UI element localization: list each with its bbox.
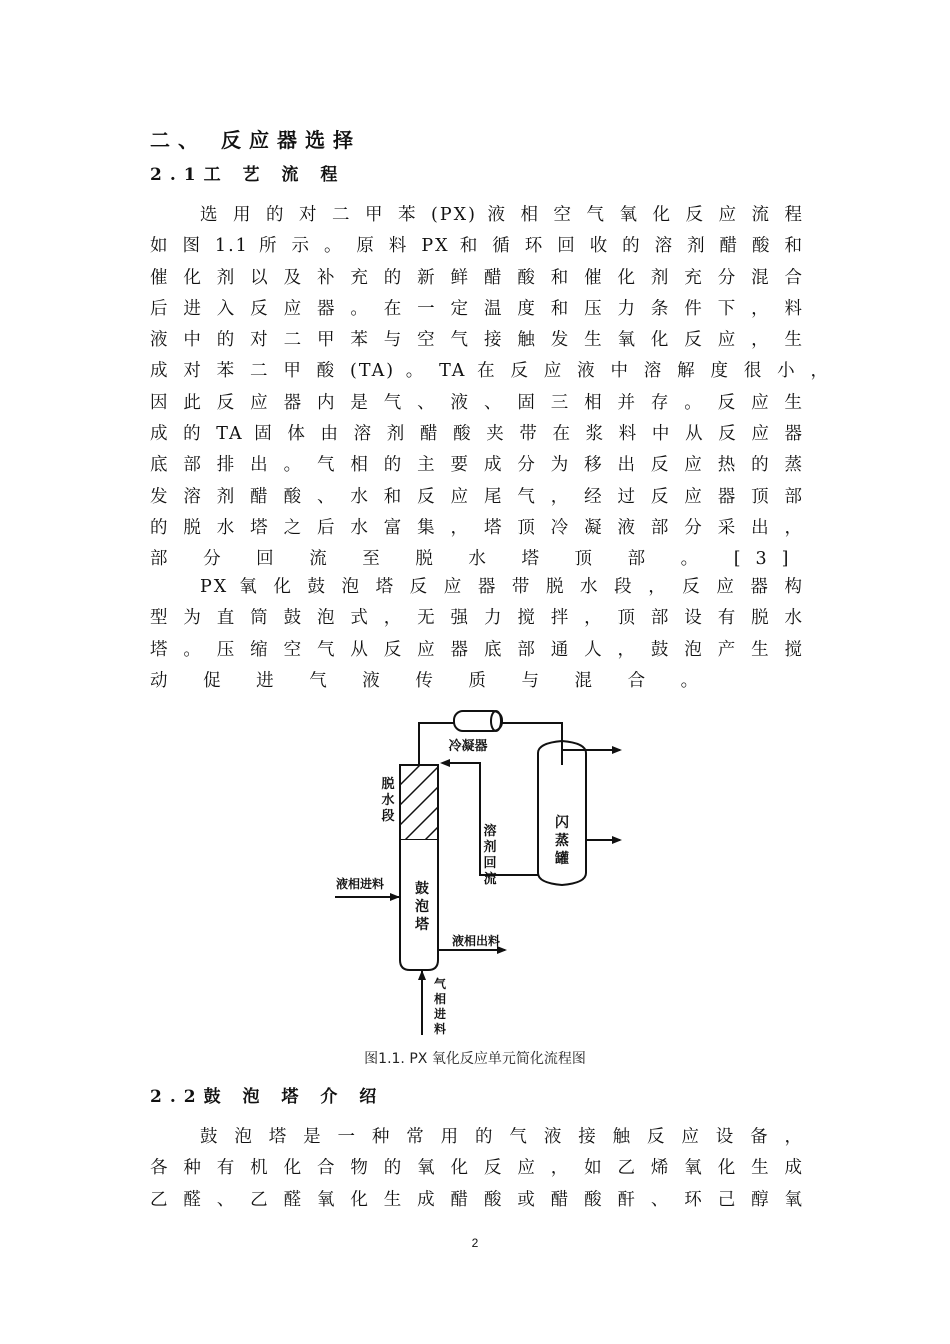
label-gas-feed-2: 相 (434, 992, 447, 1006)
section-title: 二、 反应器选择 (150, 128, 361, 152)
condenser-vessel (454, 711, 502, 731)
label-dehydration-1: 脱 (381, 777, 395, 792)
text-line: 动 促 进 气 液 传 质 与 混 合 。 (150, 670, 714, 691)
figure-caption: 图1.1. PX 氧化反应单元简化流程图 (364, 1051, 586, 1067)
arrow-icon (612, 836, 622, 844)
text-line: 部 分 回 流 至 脱 水 塔 顶 部 。 [3] (150, 549, 804, 570)
label-dehydration-2: 水 (381, 793, 395, 808)
label-reflux-1: 溶 (483, 824, 497, 839)
label-dehydration-3: 段 (381, 809, 395, 824)
arrow-icon (440, 759, 450, 767)
label-reflux-4: 流 (483, 872, 497, 887)
text-line: 乙 醛 、 乙 醛 氧 化 生 成 醋 酸 或 醋 酸 酐 、 环 己 醇 氧 (150, 1189, 804, 1210)
label-liquid-feed: 液相进料 (336, 877, 385, 891)
text-line: 液 中 的 对 二 甲 苯 与 空 气 接 触 发 生 氧 化 反 应 ， 生 (150, 330, 804, 351)
label-gas-feed-4: 料 (434, 1022, 447, 1036)
text-line: 型 为 直 筒 鼓 泡 式 ， 无 强 力 搅 拌 ， 顶 部 设 有 脱 水 (150, 608, 804, 629)
label-column-1: 鼓 (415, 881, 429, 897)
arrow-icon (418, 970, 426, 980)
text-line: 塔 。 压 缩 空 气 从 反 应 器 底 部 通 人 ， 鼓 泡 产 生 搅 (150, 639, 804, 660)
text-line: 鼓 泡 塔 是 一 种 常 用 的 气 液 接 触 反 应 设 备 ， (200, 1127, 804, 1147)
text-line: 因 此 反 应 器 内 是 气 、 液 、 固 三 相 并 存 。 反 应 生 (150, 392, 804, 413)
subsection-title-2-2: 2.2鼓 泡 塔 介 绍 (150, 1087, 385, 1107)
dehydration-section (400, 765, 438, 840)
text-line: 催 化 剂 以 及 补 充 的 新 鲜 醋 酸 和 催 化 剂 充 分 混 合 (150, 267, 804, 288)
text-line: PX 氧 化 鼓 泡 塔 反 应 器 带 脱 水 段 ， 反 应 器 构 (200, 577, 804, 597)
paragraph-reactor-description (150, 572, 804, 697)
paragraph-bubble-column (150, 1122, 804, 1216)
text-line: 发 溶 剂 醋 酸 、 水 和 反 应 尾 气 ， 经 过 反 应 器 顶 部 (150, 486, 804, 507)
text-line: 成 对 苯 二 甲 酸 (TA) 。 TA 在 反 应 液 中 溶 解 度 很 小 ， (150, 361, 830, 382)
label-condenser: 冷凝器 (448, 739, 488, 754)
process-flow-diagram (330, 705, 640, 1040)
arrow-icon (390, 893, 400, 901)
label-column-3: 塔 (415, 917, 429, 933)
subsection-title-2-1: 2.1工 艺 流 程 (150, 165, 346, 185)
arrow-icon (612, 746, 622, 754)
label-column-2: 泡 (415, 899, 429, 915)
text-line: 成 的 TA 固 体 由 溶 剂 醋 酸 夹 带 在 浆 料 中 从 反 应 器 (150, 424, 804, 445)
label-flash-1: 闪 (555, 815, 569, 831)
text-line: 的 脱 水 塔 之 后 水 富 集 ， 塔 顶 冷 凝 液 部 分 采 出 ， (150, 517, 804, 538)
text-line: 各 种 有 机 化 合 物 的 氧 化 反 应 ， 如 乙 烯 氧 化 生 成 (150, 1158, 804, 1179)
label-reflux-2: 剂 (483, 840, 497, 855)
page-number: 2 (471, 1236, 479, 1250)
label-gas-feed-1: 气 (434, 977, 447, 991)
label-reflux-3: 回 (483, 856, 497, 871)
label-flash-2: 蒸 (555, 833, 569, 849)
text-line: 如 图 1.1 所 示 。 原 料 PX 和 循 环 回 收 的 溶 剂 醋 酸 和 (150, 236, 804, 257)
paragraph-process-flow (150, 200, 830, 576)
label-flash-3: 罐 (555, 851, 569, 867)
text-line: 选 用 的 对 二 甲 苯 (PX) 液 相 空 气 氧 化 反 应 流 程 (200, 205, 804, 225)
text-line: 后 进 入 反 应 器 。 在 一 定 温 度 和 压 力 条 件 下 ， 料 (150, 298, 804, 319)
label-gas-feed-3: 进 (434, 1007, 447, 1021)
text-line: 底 部 排 出 。 气 相 的 主 要 成 分 为 移 出 反 应 热 的 蒸 (150, 455, 804, 476)
label-liquid-out: 液相出料 (452, 934, 501, 948)
